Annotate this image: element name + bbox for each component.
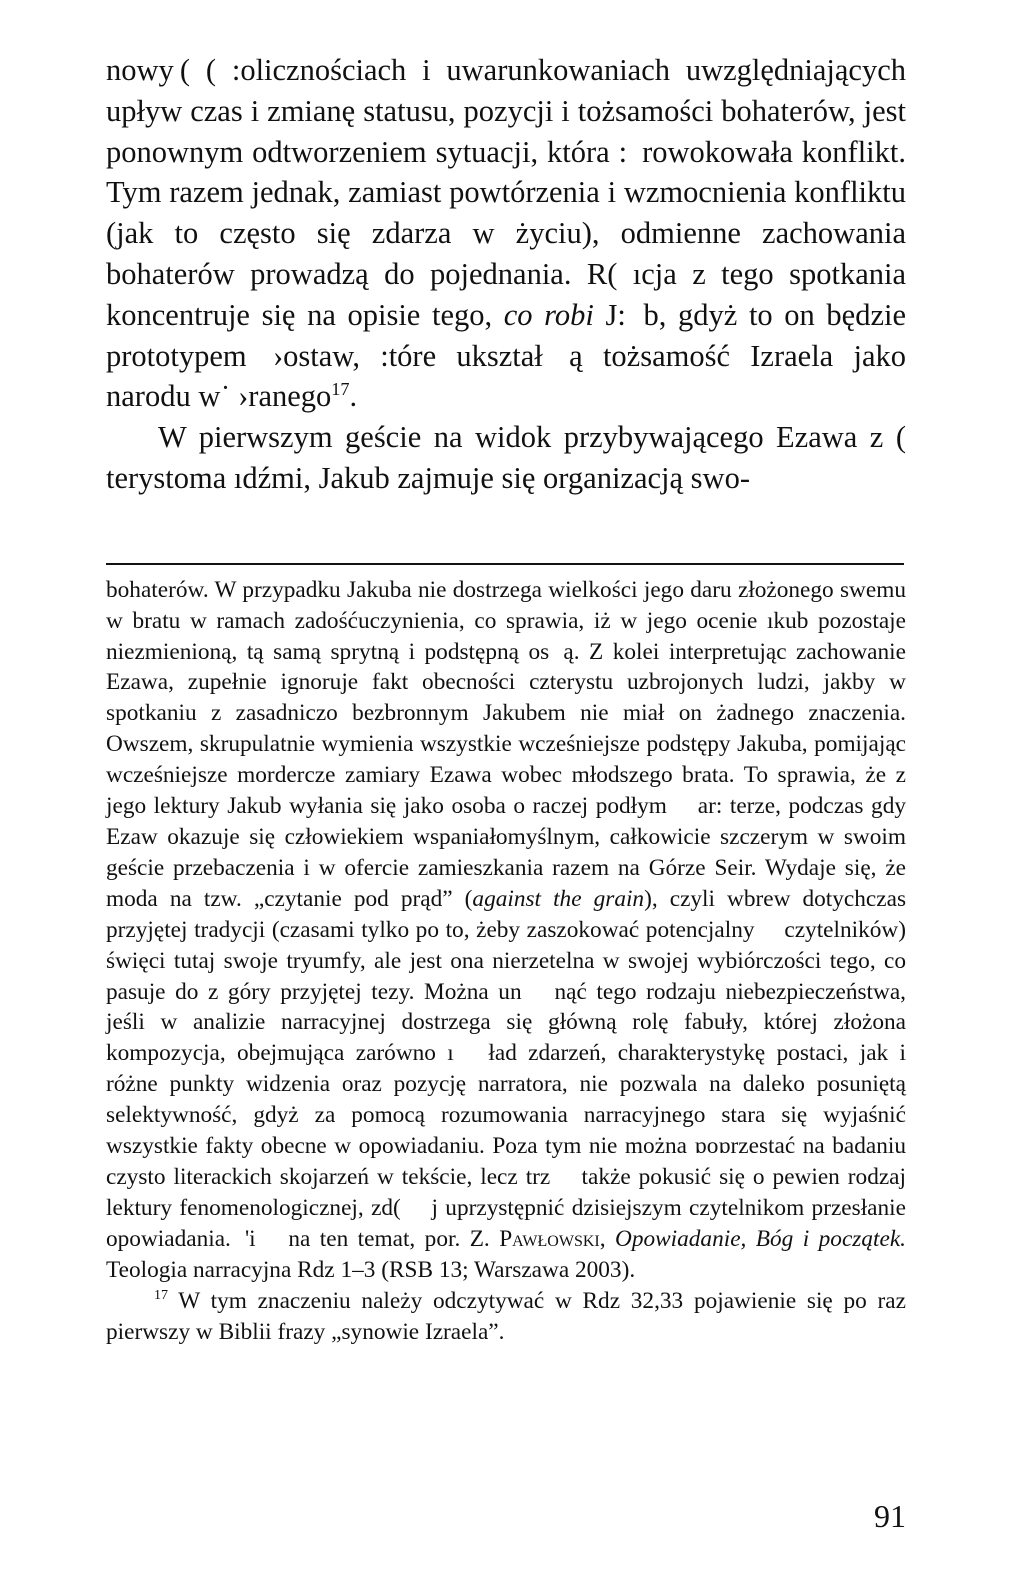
emphasis: co robi (503, 297, 594, 332)
footnotes (106, 575, 906, 1348)
book-title: Opowiadanie, Bóg i początek. (615, 1225, 906, 1252)
footnote-16: bohaterów. W przypadku Jakuba nie dostrzega wielkości jego daru złożonego swemu w bratu w ramach zadośćuczynienia, co sprawia, iż w jego ocenie ıkub pozostaje niezmienioną, tą samą sprytną i podstępną os ą. Z kolei interpretując zachowanie Ezawa, zupełnie ignoruje fakt obecności czterystu uzbrojonych ludzi, jakby w spotkaniu z zasadniczo bezbronnym Jakubem nie miał on żadnego znaczenia. Owszem, skrupulatnie wymienia wszystkie wcześniejsze podstępy Jakuba, pomijając wcześniejsze mordercze zamiary Ezawa wobec młodszego brata. To sprawia, że z jego lektury Jakub wyłania się jako osoba o raczej podłym ar: terze, podczas gdy Ezaw okazuje się człowiekiem wspaniałomyślnym, całkowicie szczerym w swoim geście przebaczenia i w ofercie zamieszkania razem na Górze Seir. Wydaje się, że moda na tzw. „czytanie pod prąd” (against the grain), czyli wbrew dotychczas przyjętej tradycji (czasami tylko po to, żeby zaszokować potencjalny czytelników) święci tutaj swoje tryumfy, ale jest ona nierzetelna w swojej wybiórczości tego, co pasuje do z góry przyjętej tezy. Można un nąć tego rodzaju niebezpieczeństwa, jeśli w analizie narracyjnej dostrzega się główną rolę fabuły, której złożona kompozycja, obejmująca zarówno ı ład zdarzeń, charakterystykę postaci, jak i różne punkty widzenia oraz pozycję narratora, nie pozwala na daleko posuniętą selektywność, gdyż za pomocą rozumowania narracyjnego stara się wyjaśnić wszystkie fakty obecne w opowiadaniu. Poza tym nie można ɒoɒrzestać na badaniu czysto literackich skojarzeń w tekście, lecz trz także pokusić się o pewien rodzaj lektury fenomenologicznej, zd( j uprzystępnić dzisiejszym czytelnikom przesłanie opowiadania. 'i na ten temat, por. Z. Pawłowski, Opowiadanie, Bóg i początek. Teologia narracyjna Rdz 1–3 (RSB 13; Warszawa 2003). (106, 576, 907, 1283)
page-number: 91 (874, 1498, 906, 1534)
footnote-separator (106, 563, 904, 565)
footnote-number-17: 17 (154, 1287, 168, 1303)
paragraph-1: nowy ( ( :olicznościach i uwarunkowaniach uwzględniających upływ czas i zmianę statusu, pozycji i tożsamości bohaterów, jest ponownym odtworzeniem sytuacji, która : rowokowała konflikt. Tym razem jednak, zamiast powtórzenia i wzmocnienia konfliktu (jak to często się zdarza w życiu), odmienne zachowania bohaterów prowadzą do pojednania. R( ıcja z tego spotkania koncentruje się na opisie tego, co robi J: b, gdyż to on będzie prototypem ›ostaw, :tóre ukształ ą tożsamość Izraela jako narodu w˙ ›ranego$^{17}$. (106, 53, 906, 414)
main-text (106, 50, 906, 499)
book-page (106, 50, 906, 1550)
emphasis: against the grain (472, 885, 645, 912)
paragraph-2: W pierwszym geście na widok przybywającego Ezawa z ( terystoma ıdźmi, Jakub zajmuje się organizacją swo- (106, 420, 906, 495)
footnote-17: $^{17}$ W tym znaczeniu należy odczytywać w Rdz 32,33 pojawienie się po raz pierwszy w Biblii frazy „synowie Izraela”. (106, 1287, 906, 1345)
author-name: Pawłowski (499, 1225, 600, 1252)
footnote-ref-17: 17 (331, 379, 350, 400)
